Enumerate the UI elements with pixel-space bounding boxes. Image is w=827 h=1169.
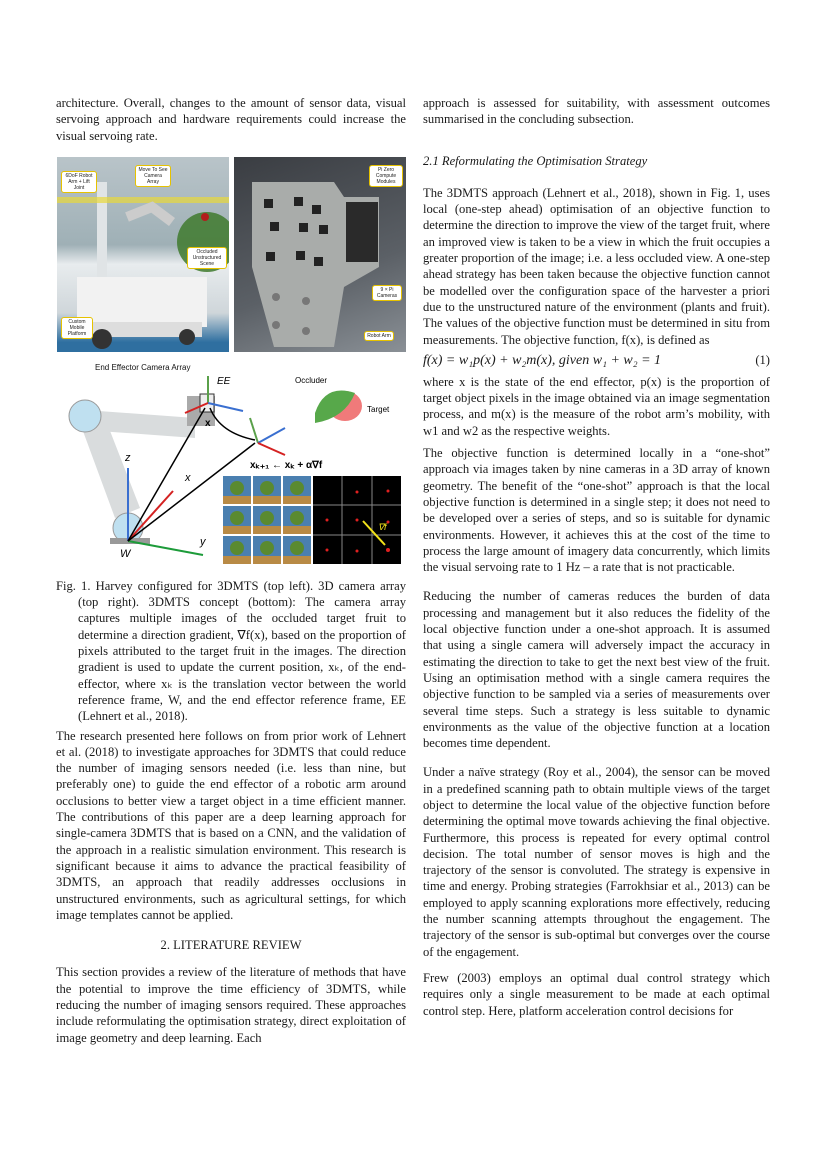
equation-number: (1) [755,352,770,367]
dual-control-paragraph: Frew (2003) employs an optimal dual control strategy which requires only a single measurement to be made at each optimal control step. Here, platform acceleration control decisions for [423,970,770,1018]
photo-harvey-robot [57,157,229,352]
label-mobile-platform: Custom Mobile Platform [61,317,93,339]
reducing-cameras-paragraph: Reducing the number of cameras reduces the burden of data processing and management but it also reduces the fidelity of the local objective function under a one-shot approach. It is assumed that using a single camera will adversely impact the accuracy in estimating the direction to take to get the next best view of the fruit. Using an optimisation method with a single camera requires the objective function to be sampled via a series of measurements over several time steps. Such a strategy is less suitable to dynamic environments as the value of the objective function at a location becomes time dependent. [423,589,770,751]
equation-row [423,352,770,370]
equation-explanation-paragraph: where x is the state of the end effector, p(x) is the proportion of target object pixels in the image obtained via an image segmentation process, and m(x) is the measure of the robot arm’s mobility, with w1 and w2 as the respective weights. [423,374,770,438]
label-y-axis: y [200,535,206,548]
literature-intro-paragraph: This section provides a review of the literature of methods that have the potential to improve the time efficiency of 3DMTS, while reducing the number of imaging sensors required. These approaches include reformulating the optimisation strategy, direct exploitation of image geometry and deep learning. Each [56,965,406,1045]
one-shot-paragraph: The objective function is determined locally in a “one-shot” approach via images taken by nine cameras in a 3D array of known geometry. The benefit of the “one-shot” approach is that the local objective function is determined in a single step; it does not need to be developed over a series of steps, and so is suitable for dynamic environments. However, it achieves this at the cost of the time to process the large amount of imagery data concurrently, which limits the visual servoing rate to 1 Hz – a rate that is not practicable. [423,446,770,575]
left-column [56,95,406,1046]
section-heading-literature-review: 2. LITERATURE REVIEW [160,938,302,953]
robot-arm-illustration [69,394,215,544]
label-occluded-scene: Occluded Unstructured Scene [187,247,227,269]
label-x-vector: x [185,471,191,484]
label-pi-zero-modules: Pi Zero Compute Modules [369,165,403,187]
label-target: Target [367,404,390,414]
label-xk: x [205,417,211,429]
camera-image-grid [223,476,401,564]
right-intro-paragraph: approach is assessed for suitability, with assessment outcomes summarised in the concluding subsection. [423,96,770,127]
3dmts-concept-diagram [55,358,410,576]
figure-photos [56,157,406,352]
label-z-axis: z [125,451,131,464]
label-occluder: Occluder [295,375,328,385]
contributions-paragraph: The research presented here follows on from prior work of Lehnert et al. (2018) to investigate approaches for 3DMTS that could reduce the number of imaging sensors needed (i.e. less than nine, but preferably one) to guide the end effector of a robotic arm around occlusions to better view a target object in a time efficient manner. The contributions of this paper are a deep learning approach for single-camera 3DMTS that is based on a CNN, and the validation of the approach in a realistic simulation environment. This research is significant because it aims to advance the practical feasibility of 3DMTS, an approach that readily addresses occlusions in unstructured environments, such as agricultural settings, for which image templates cannot be applied. [56,728,406,922]
label-robot-arm: Robot Arm [364,331,394,341]
3dmts-approach-paragraph: The 3DMTS approach (Lehnert et al., 2018), shown in Fig. 1, uses local (one-step ahead) optimisation of an objective function to determine the direction to improve the view of the target fruit, where an improved view is taken to be a view in which the fruit occupies a greater proportion of the image; i.e. a less occluded view. A one-step ahead strategy has been taken because the objective function cannot be modelled over the configuration space of the harvester a priori due to the unstructured nature of the environment (plants and fruit). The values of the objective function must be determined in situ from measurements. The objective function, f(x), is defined as [423,185,770,347]
label-robot-arm-lift: 6DoF Robot Arm + Lift Joint [61,171,97,193]
label-gradient: ∇f [378,521,387,532]
figure-caption: Fig. 1. Harvey configured for 3DMTS (top left). 3D camera array (top right). 3DMTS concept (bottom): The camera array captures multiple images of the occluded target fruit to determine a direction gradient, ∇f(x), based on the proportion of pixels attributed to the target fruit in the images. The direction gradient is used to update the current position, xₖ, of the end-effector, where xₖ is the translation vector between the world reference frame, W, and the end effector reference frame, EE (Lehnert et al., 2018). [56,578,406,724]
subsection-heading-2-1: 2.1 Reformulating the Optimisation Strategy [423,153,648,168]
label-update-rule: xₖ₊₁ ← xₖ + α∇f [250,459,323,471]
intro-paragraph-end: architecture. Overall, changes to the amount of sensor data, visual servoing approach and hardware requirements could increase the visual servoing rate. [56,96,406,143]
naive-strategy-paragraph: Under a naïve strategy (Roy et al., 2004), the sensor can be moved in a predefined scanning path to obtain multiple views of the target object to determine the local value of the objective function before determining the optimal move towards achieving the final objective. Furthermore, this process is repeated for every optimal control decision. The total number of sensor moves is high and the trajectory of the sensor is convoluted. The strategy is expensive in time and energy. Probing strategies (Farrokhsiar et al., 2013) can be employed to apply scanning explorations more effectively, reducing the number scanning attempts throughout the engagement. The trajectory of the sensor is sub-optimal but converges over the course of the engagement. [423,765,770,959]
label-ee: EE [217,375,231,387]
label-pi-cameras: 9 × Pi Cameras [372,285,402,301]
label-move-to-see: Move To See Camera Array [135,165,171,187]
right-column [423,95,770,1019]
label-world-frame: W [120,547,131,560]
label-end-effector-array: End Effector Camera Array [95,362,191,372]
photo-camera-array [234,157,406,352]
equation-1: f(x) = w₁p(x) + w₂m(x), given w₁ + w₂ = 1 [423,352,662,368]
